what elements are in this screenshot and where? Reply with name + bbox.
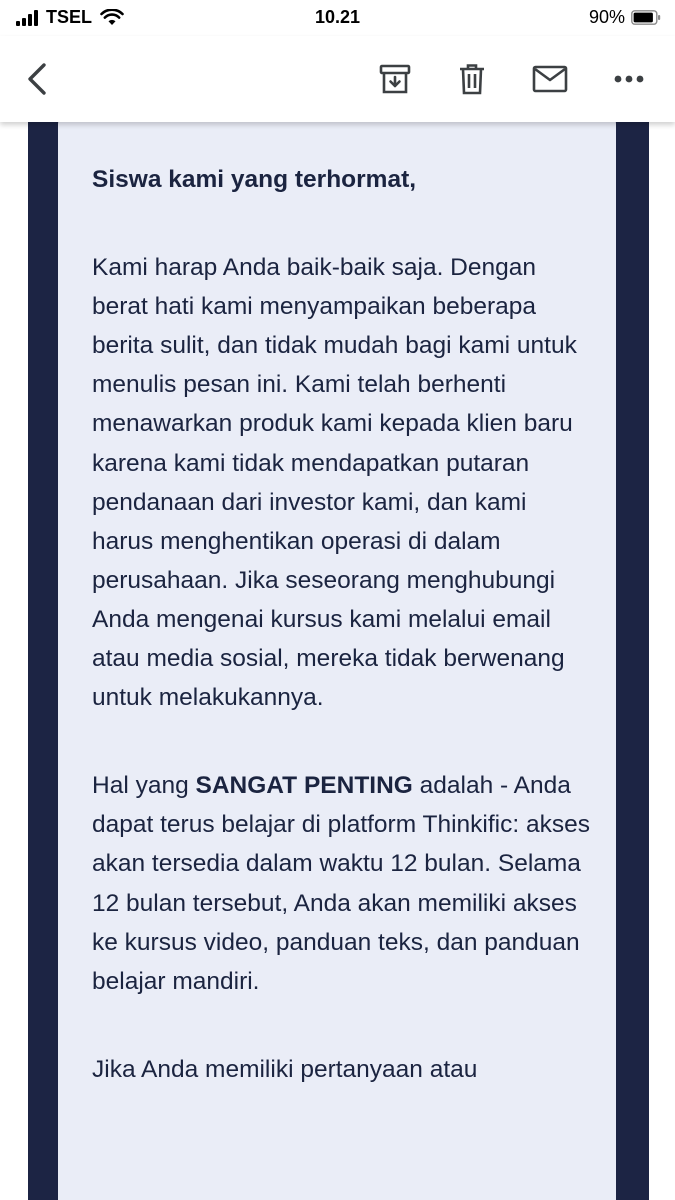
delete-button[interactable] [449, 36, 495, 122]
email-paragraph-important [92, 766, 592, 1001]
back-button[interactable] [14, 36, 60, 122]
more-options-button[interactable] [606, 36, 652, 122]
paragraph-text: Hal yang [92, 772, 196, 800]
battery-percent: 90% [588, 7, 625, 27]
back-chevron-icon [25, 62, 49, 96]
paragraph-text: adalah - Anda dapat terus belajar di platform Thinkific: akses akan tersedia dalam waktu 12 bulan. Selama 12 bulan tersebut, Anda akan memiliki akses ke kursus video, panduan teks, dan panduan belajar mandiri. [92, 772, 590, 995]
more-dots-icon [614, 75, 644, 83]
mail-icon [532, 65, 568, 93]
status-bar [0, 0, 675, 36]
email-body [92, 160, 592, 1089]
archive-button[interactable] [372, 36, 418, 122]
trash-icon [458, 63, 486, 95]
email-paragraph: Kami harap Anda baik-baik saja. Dengan berat hati kami menyampaikan beberapa berita sulit, dan tidak mudah bagi kami untuk menulis pesan ini. Kami telah berhenti menawarkan produk kami kepada klien baru karena kami tidak mendapatkan putaran pendanaan dari investor kami, dan kami harus menghentikan operasi di dalam perusahaan. Jika seseorang menghubungi Anda mengenai kursus kami melalui email atau media sosial, mereka tidak berwenang untuk melakukannya. [92, 254, 577, 712]
email-toolbar [0, 36, 675, 122]
email-greeting: Siswa kami yang terhormat, [92, 166, 417, 193]
battery-icon [631, 10, 661, 25]
carrier-label: TSEL [46, 7, 93, 27]
status-time: 10.21 [314, 7, 361, 27]
status-right [589, 7, 661, 28]
archive-icon [379, 63, 411, 95]
email-paragraph: Jika Anda memiliki pertanyaan atau [92, 1055, 478, 1083]
mark-unread-button[interactable] [527, 36, 573, 122]
emphasis-text: SANGAT PENTING [195, 772, 413, 800]
